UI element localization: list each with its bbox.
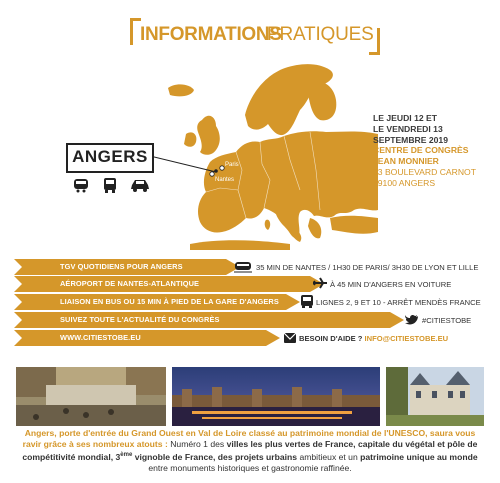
banner-bus-label: LIAISON EN BUS OU 15 MIN À PIED DE LA GARE D'ANGERS [60,297,279,306]
paris-marker [220,166,224,170]
event-info [373,113,498,189]
photo-angers-square [16,367,166,426]
banner-tgv [14,259,240,275]
banner-airport-info: À 45 MIN D'ANGERS EN VOITURE [330,280,452,289]
transport-icons [72,175,162,195]
banner-airport-label: AÉROPORT DE NANTES-ATLANTIQUE [60,279,200,288]
description-part7: entre monuments historiques et gastronomie raffinée. [148,463,352,474]
description-part2: Numéro 1 des [170,439,227,450]
help-question: BESOIN D'AIDE ? [299,334,363,343]
nantes-label: Nantes [215,177,235,183]
twitter-icon [405,314,419,326]
banner-bus-info: LIGNES 2, 9 ET 10 - ARRÊT MENDÈS FRANCE [316,298,481,307]
title-bold: INFORMATIONS [140,24,282,45]
banner-tgv-label: TGV QUOTIDIENS POUR ANGERS [60,262,183,271]
description-sup: ème [120,452,133,459]
description-intro: Angers, porte d'entrée du Grand Ouest en Val de Loire classé au patrimoine mondial de l'UNESCO, saura vous ravir grâce à ses nombreux atouts : [22,428,476,450]
help-text [299,334,448,343]
description-part6: patrimoine unique au monde [360,452,478,463]
bus-icon [300,294,314,309]
event-address-city: 49100 ANGERS [373,177,436,188]
paris-label: Paris [225,162,239,168]
event-date-line1: LE JEUDI 12 ET [373,113,437,123]
photo-castle-night [172,367,380,426]
event-venue-line2: JEAN MONNIER [373,156,439,167]
event-address-street: 33 BOULEVARD CARNOT [373,166,476,177]
mail-icon [283,332,297,344]
title-light: PRATIQUES [267,24,374,45]
photo-chateau [386,367,484,426]
car-icon [131,180,149,192]
website-link[interactable]: WWW.CITIESTOBE.EU [60,333,141,342]
bus-icon [104,178,116,193]
description-part3: villes les plus vertes de France, capitale du végétal et pôle de compétitivité mondial, 3 [22,439,478,463]
angers-label: ANGERS [72,147,148,166]
page-title [130,18,380,52]
description-paragraph [16,428,484,475]
angers-label-box [66,143,154,173]
banner-news [14,312,404,328]
banner-tgv-info: 35 MIN DE NANTES / 1H30 DE PARIS/ 3H30 DE LYON ET LILLE [256,263,479,272]
banner-website[interactable] [14,330,280,346]
event-date-line3: SEPTEMBRE 2019 [373,134,448,145]
event-date-line2: LE VENDREDI 13 [373,123,443,134]
description-part5: ambitieux et un [297,452,361,463]
event-venue-line1: CENTRE DE CONGRÈS [373,145,469,156]
banner-news-info: #CITIESTOBE [422,316,472,325]
plane-icon [312,276,328,290]
train-icon [74,179,88,193]
banner-news-label: SUIVEZ TOUTE L'ACTUALITÉ DU CONGRÈS [60,315,220,324]
help-email-link[interactable]: INFO@CITIESTOBE.EU [364,334,449,343]
train-icon [234,260,252,274]
banner-airport [14,276,324,292]
banner-bus [14,294,300,310]
description-part4: vignoble de France, des projets urbains [132,452,298,463]
